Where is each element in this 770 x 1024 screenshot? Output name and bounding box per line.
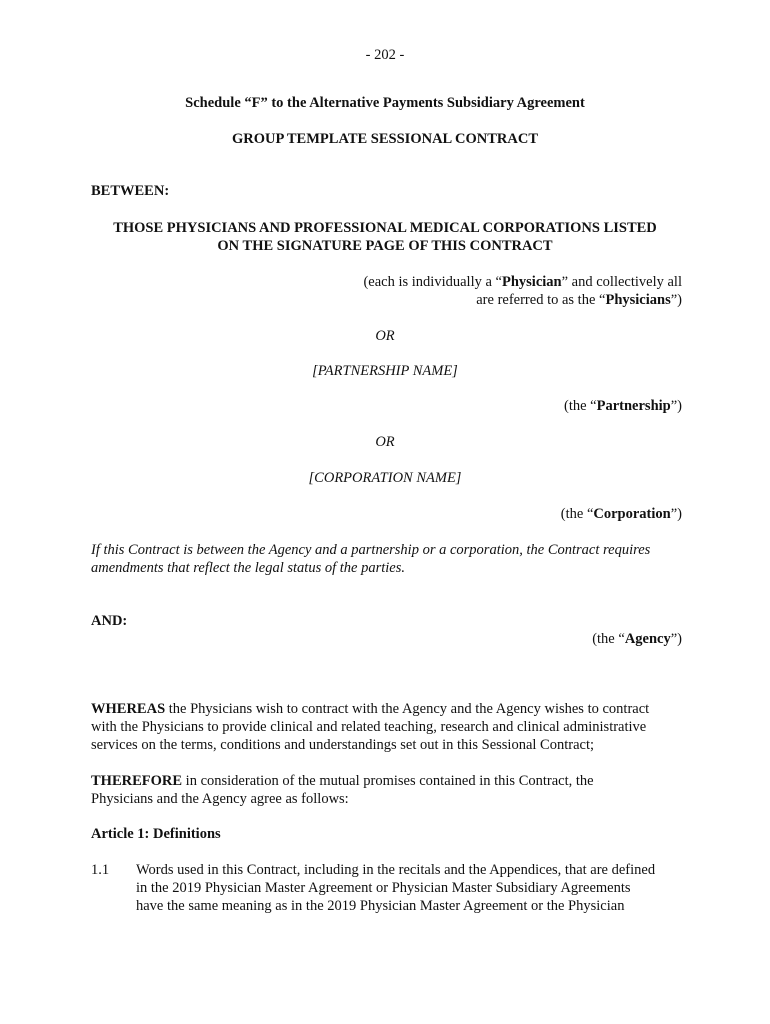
whereas-lead: WHEREAS — [91, 701, 166, 717]
or-separator-2: OR — [375, 434, 395, 450]
whereas-line2: with the Physicians to provide clinical and related teaching, research and clinical administrative — [91, 719, 647, 735]
def-text: (the “ — [560, 506, 594, 522]
def-text: ”) — [670, 292, 682, 308]
whereas-line3: services on the terms, conditions and understandings set out in this Sessional Contract; — [91, 737, 594, 753]
partnership-name: [PARTNERSHIP NAME] — [312, 363, 458, 379]
between-label: BETWEEN: — [91, 183, 170, 199]
def-text: are referred to as the “ — [476, 292, 606, 308]
def-text: ” and collectively all — [561, 274, 682, 290]
clause-line2: in the 2019 Physician Master Agreement or Physician Master Subsidiary Agreements — [136, 880, 631, 896]
defined-term-partnership: Partnership — [596, 398, 671, 414]
defined-term-physicians: Physicians — [605, 292, 671, 308]
def-text: (each is individually a “ — [363, 274, 502, 290]
whereas-line1 — [91, 700, 691, 718]
corporation-definition — [561, 505, 682, 523]
defined-term-corporation: Corporation — [593, 506, 671, 522]
and-label: AND: — [91, 613, 128, 629]
party1-line1: THOSE PHYSICIANS AND PROFESSIONAL MEDICAL CORPORATIONS LISTED — [113, 220, 657, 236]
article1-heading: Article 1: Definitions — [91, 826, 221, 842]
def-text: ”) — [670, 398, 682, 414]
party1-line2: ON THE SIGNATURE PAGE OF THIS CONTRACT — [217, 238, 553, 254]
def-text: (the “ — [592, 631, 625, 647]
clause-line1: Words used in this Contract, including in the recitals and the Appendices, that are defined — [136, 862, 656, 878]
defined-term-physician: Physician — [501, 274, 562, 290]
physician-definition-line1 — [363, 273, 682, 291]
corporation-name: [CORPORATION NAME] — [308, 470, 462, 486]
clause-line3: have the same meaning as in the 2019 Physician Master Agreement or the Physician — [136, 898, 625, 914]
clause-number: 1.1 — [91, 862, 110, 878]
or-separator-1: OR — [375, 328, 395, 344]
def-text: (the “ — [564, 398, 597, 414]
def-text: ”) — [670, 631, 682, 647]
note-line1: If this Contract is between the Agency and a partnership or a corporation, the Contract requires — [91, 542, 651, 558]
contract-title: GROUP TEMPLATE SESSIONAL CONTRACT — [231, 131, 539, 147]
def-text: ”) — [670, 506, 682, 522]
schedule-title: Schedule “F” to the Alternative Payments Subsidiary Agreement — [185, 95, 585, 111]
therefore-text: in consideration of the mutual promises contained in this Contract, the — [182, 773, 594, 789]
agency-definition — [592, 630, 682, 648]
page-number: - 202 - — [365, 47, 405, 63]
defined-term-agency: Agency — [624, 631, 671, 647]
partnership-definition — [564, 397, 682, 415]
note-line2: amendments that reflect the legal status of the parties. — [91, 560, 405, 576]
therefore-lead: THEREFORE — [91, 773, 183, 789]
therefore-line2: Physicians and the Agency agree as follows: — [91, 791, 349, 807]
whereas-text: the Physicians wish to contract with the Agency and the Agency wishes to contract — [165, 701, 650, 717]
physician-definition-line2 — [476, 291, 682, 309]
therefore-line1 — [91, 772, 691, 790]
